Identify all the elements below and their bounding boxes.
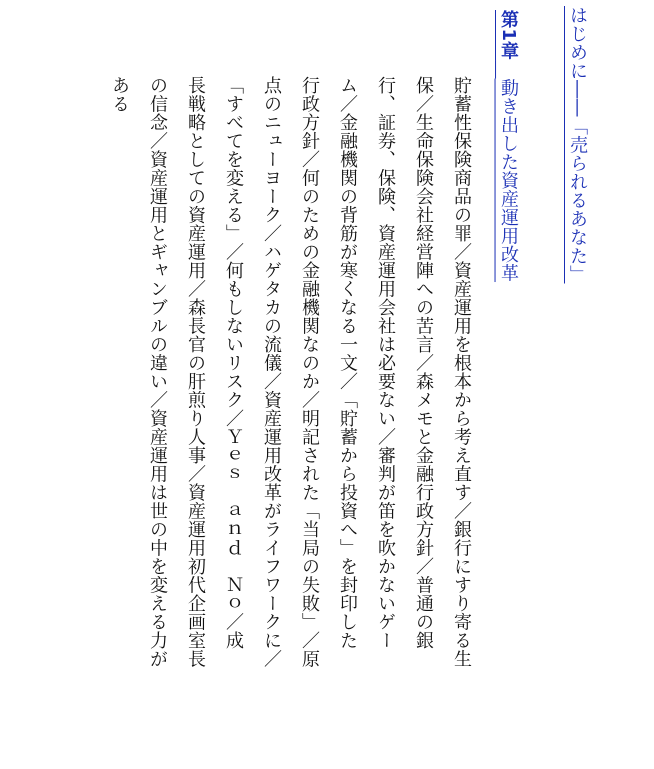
chapter-1-contents-line-1: 貯蓄性保険商品の罪／資産運用を根本から考え直す／銀行にすり寄る生 xyxy=(451,76,472,668)
chapter-1-contents-line-10: ある xyxy=(109,76,130,113)
chapter-1-contents-line-5: 行政方針／何のための金融機関なのか／明記された「当局の失敗」／原 xyxy=(299,76,320,668)
chapter-1-title: 動き出した資産運用改革 xyxy=(498,78,519,283)
chapter-1-contents-line-8: 長戦略としての資産運用／森長官の肝煎り人事／資産運用初代企画室長 xyxy=(185,76,206,668)
toc-intro-column[interactable] xyxy=(568,6,586,284)
chapter-1-contents-line-7: 「すべてを変える」／何もしないリスク／Ｙｅｓ ａｎｄ Ｎｏ／成 xyxy=(223,76,244,650)
chapter-1-contents-line-3: 行、証券、保険、資産運用会社は必要ない／審判が笛を吹かないゲー xyxy=(375,76,396,650)
chapter-1-contents-line-4: ム／金融機関の背筋が寒くなる一文／「貯蓄から投資へ」を封印した xyxy=(337,76,358,650)
toc-link-chapter-1[interactable] xyxy=(499,10,517,282)
chapter-1-contents-line-6: 点のニューヨーク／ハゲタカの流儀／資産運用改革がライフワークに／ xyxy=(261,76,282,668)
toc-link-introduction[interactable]: はじめに――「売られるあなた」 xyxy=(567,6,588,284)
chapter-1-contents-line-9: の信念／資産運用とギャンブルの違い／資産運用は世の中を変える力が xyxy=(147,76,168,668)
chapter-1-contents-line-2: 保／生命保険会社経営陣への苦言／森メモと金融行政方針／普通の銀 xyxy=(413,76,434,650)
chapter-1-number: 第1章 xyxy=(498,10,519,61)
